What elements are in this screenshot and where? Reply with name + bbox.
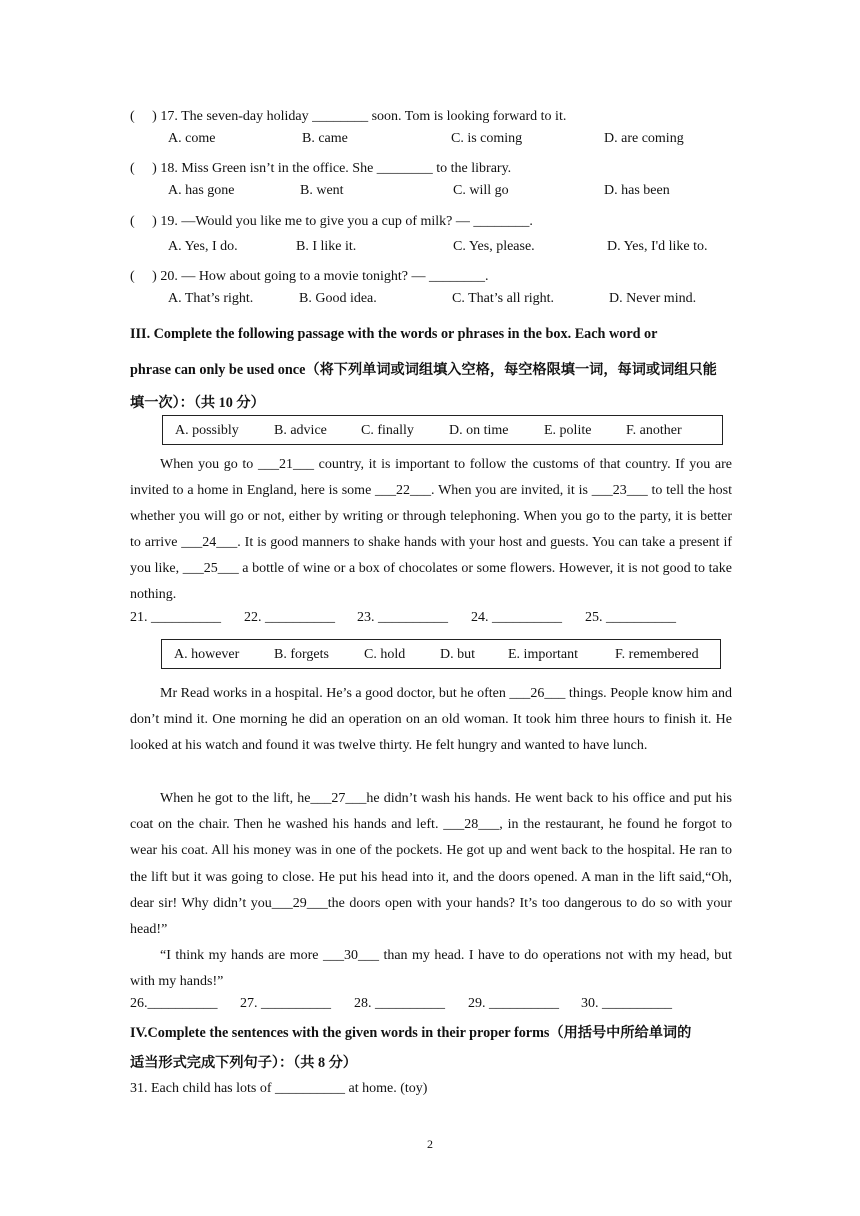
word-box-2-option-b: B. forgets bbox=[274, 647, 329, 662]
q20-option-a: A. That’s right. bbox=[168, 291, 254, 306]
section-3-heading-line2: phrase can only be used once（将下列单词或词组填入空格，每空格限填一词，每词或词组只能 bbox=[130, 362, 717, 378]
q18-option-c: C. will go bbox=[453, 183, 509, 198]
answer-blank-25: 25. __________ bbox=[585, 610, 676, 625]
word-box-1-option-a: A. possibly bbox=[175, 423, 239, 438]
answer-blank-22: 22. __________ bbox=[244, 610, 335, 625]
q17-option-a: A. come bbox=[168, 131, 216, 146]
section-3-heading-line1: III. Complete the following passage with the words or phrases in the box. Each word or bbox=[130, 326, 658, 342]
section-3-heading-line3: 填一次）：（共 10 分） bbox=[130, 395, 265, 411]
passage-2-paragraph-3: “I think my hands are more ___30___ than my head. I have to do operations not with my head, but with my hands!” bbox=[130, 948, 732, 990]
q18-option-d: D. has been bbox=[604, 183, 670, 198]
answer-blank-27: 27. __________ bbox=[240, 996, 331, 1011]
word-box-1-option-d: D. on time bbox=[449, 423, 509, 438]
answer-blank-30: 30. __________ bbox=[581, 996, 672, 1011]
q17-option-b: B. came bbox=[302, 131, 348, 146]
question-17-stem: ( ) 17. The seven-day holiday ________ soon. Tom is looking forward to it. bbox=[130, 109, 567, 124]
word-box-1-option-c: C. finally bbox=[361, 423, 414, 438]
answer-blank-21: 21. __________ bbox=[130, 610, 221, 625]
q19-option-a: A. Yes, I do. bbox=[168, 239, 238, 254]
q19-option-b: B. I like it. bbox=[296, 239, 357, 254]
word-box-2-option-d: D. but bbox=[440, 647, 475, 662]
q19-option-c: C. Yes, please. bbox=[453, 239, 535, 254]
word-box-1-option-e: E. polite bbox=[544, 423, 592, 438]
word-box-1 bbox=[162, 415, 723, 445]
word-box-2-option-c: C. hold bbox=[364, 647, 406, 662]
q19-option-d: D. Yes, I'd like to. bbox=[607, 239, 708, 254]
question-31: 31. Each child has lots of __________ at home. (toy) bbox=[130, 1081, 428, 1096]
answer-blank-24: 24. __________ bbox=[471, 610, 562, 625]
q20-option-c: C. That’s all right. bbox=[452, 291, 555, 306]
passage-2-paragraph-1: Mr Read works in a hospital. He’s a good doctor, but he often ___26___ things. People know him and don’t mind it. One morning he did an operation on an old woman. It took him three hours to finish it. He looked at his watch and found it was twelve thirty. He felt hungry and wanted to have lunch. bbox=[130, 686, 732, 754]
word-box-1-option-f: F. another bbox=[626, 423, 682, 438]
word-box-2-option-f: F. remembered bbox=[615, 647, 699, 662]
page-number: 2 bbox=[427, 1137, 433, 1151]
q20-option-b: B. Good idea. bbox=[299, 291, 377, 306]
word-box-2-option-a: A. however bbox=[174, 647, 240, 662]
section-4-heading-line1: IV.Complete the sentences with the given words in their proper forms（用括号中所给单词的 bbox=[130, 1025, 692, 1041]
answer-blank-29: 29. __________ bbox=[468, 996, 559, 1011]
question-19-stem: ( ) 19. —Would you like me to give you a cup of milk? — ________. bbox=[130, 214, 533, 229]
word-box-2-option-e: E. important bbox=[508, 647, 578, 662]
q17-option-c: C. is coming bbox=[451, 131, 523, 146]
question-20-stem: ( ) 20. — How about going to a movie tonight? — ________. bbox=[130, 269, 489, 284]
q17-option-d: D. are coming bbox=[604, 131, 684, 146]
q18-option-b: B. went bbox=[300, 183, 344, 198]
answer-blank-28: 28. __________ bbox=[354, 996, 445, 1011]
word-box-2 bbox=[161, 639, 721, 669]
passage-1: When you go to ___21___ country, it is important to follow the customs of that country. If you are invited to a home in England, here is some ___22___. When you are invited, it is ___23___ to tell the host whether you will go or not, either by writing or through telephoning. When you go to the party, it is better to arrive ___24___. It is good manners to shake hands with your host and guests. You can take a present if you like, ___25___ a bottle of wine or a box of chocolates or some flowers. However, it is not good to take nothing. bbox=[130, 457, 732, 602]
word-box-1-option-b: B. advice bbox=[274, 423, 327, 438]
question-18-stem: ( ) 18. Miss Green isn’t in the office. She ________ to the library. bbox=[130, 161, 512, 176]
answer-blank-26: 26.__________ bbox=[130, 996, 218, 1011]
q20-option-d: D. Never mind. bbox=[609, 291, 697, 306]
section-4-heading-line2: 适当形式完成下列句子）：（共 8 分） bbox=[130, 1055, 357, 1071]
passage-2-paragraph-2: When he got to the lift, he___27___he didn’t wash his hands. He went back to his office and put his coat on the chair. Then he washed his hands and left. ___28___, in the restaurant, he found he forgot to wear his coat. All his money was in one of the pockets. He got up and went back to the hospital. He ran to the lift but it was going to close. He put his head into it, and the doors opened. A man in the lift said,“Oh, dear sir! Why didn’t you___29___the doors open with your hands? It’s too dangerous to do so with your head!” bbox=[130, 791, 732, 938]
answer-blank-23: 23. __________ bbox=[357, 610, 448, 625]
q18-option-a: A. has gone bbox=[168, 183, 235, 198]
